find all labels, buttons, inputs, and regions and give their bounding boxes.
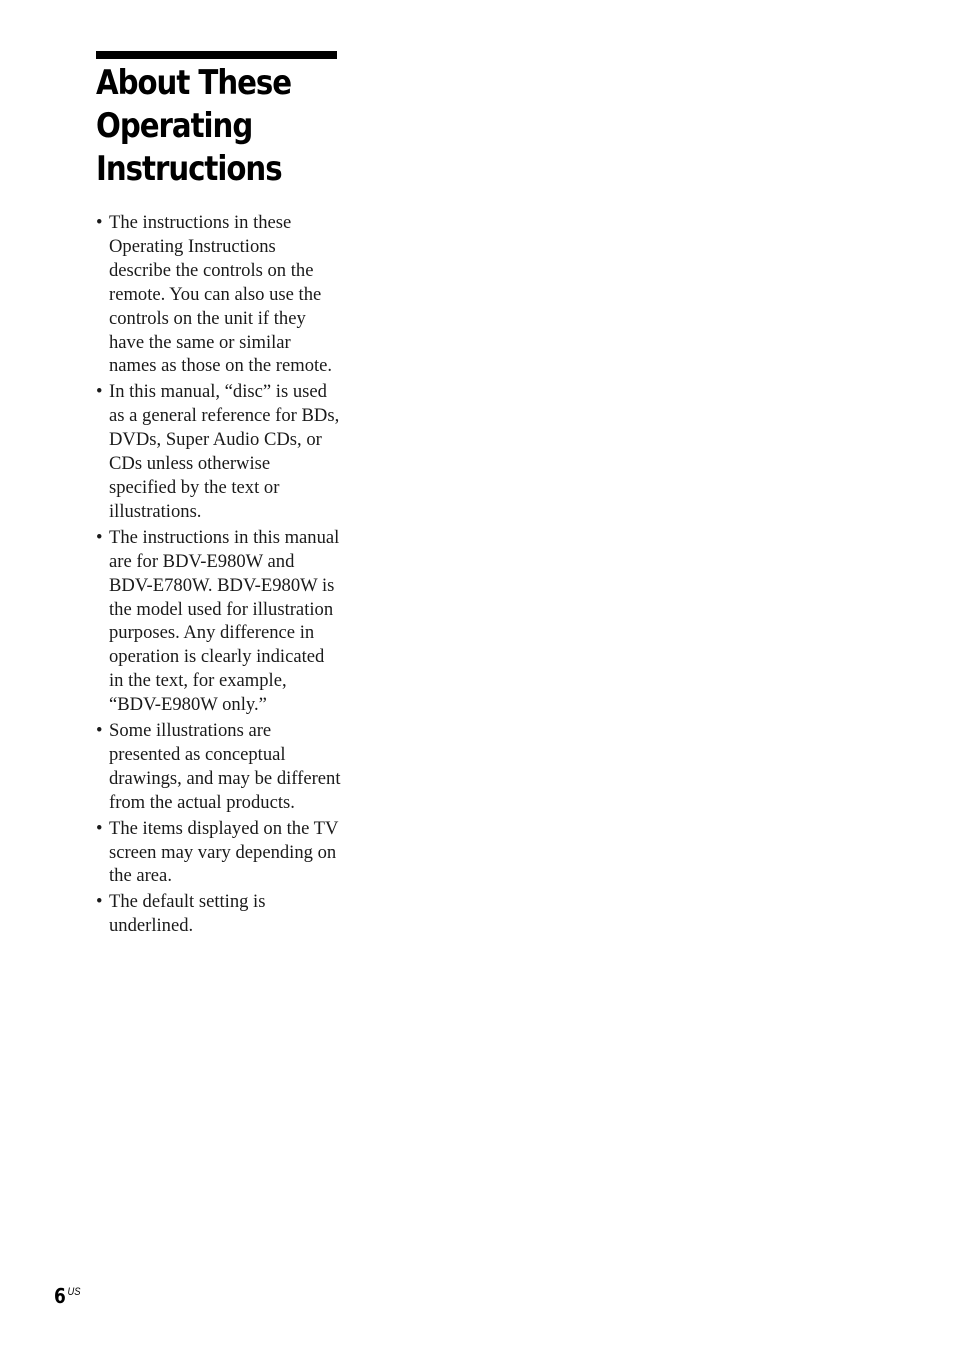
page-number: 6 xyxy=(54,1284,66,1308)
list-item-text: In this manual, “disc” is used as a general reference for BDs, DVDs, Super Audio CDs, or CDs unless otherwise specified by the text or illustrations. xyxy=(109,381,340,522)
list-item xyxy=(96,526,341,717)
list-item-text: The instructions in this manual are for BDV-E980W and BDV-E780W. BDV-E980W is the model used for illustration purposes. Any difference in operation is clearly indicated in the text, for example, “BDV-E980W only.” xyxy=(109,526,340,716)
bullet-icon: • xyxy=(96,526,103,548)
list-item xyxy=(96,817,341,889)
bullet-icon: • xyxy=(96,381,103,403)
bullet-icon: • xyxy=(96,720,103,742)
bullet-icon: • xyxy=(96,891,103,913)
list-item-text: Some illustrations are presented as conceptual drawings, and may be different from the actual products. xyxy=(109,720,341,813)
list-item xyxy=(96,380,341,523)
bullet-icon: • xyxy=(96,212,103,233)
instruction-list xyxy=(96,211,341,940)
section-title: About These Operating Instructions xyxy=(96,63,292,189)
list-item xyxy=(96,211,341,378)
list-item-text: The instructions in these Operating Instructions describe the controls on the remote. You can also use the controls on the unit if they have the same or similar names as those on the remote. xyxy=(109,212,333,377)
region-code: US xyxy=(67,1286,81,1298)
list-item xyxy=(96,719,341,815)
section-rule xyxy=(96,51,337,59)
list-item xyxy=(96,890,341,938)
page-footer xyxy=(54,1284,81,1308)
list-item-text: The default setting is underlined. xyxy=(109,891,266,937)
bullet-icon: • xyxy=(96,817,103,839)
list-item-text: The items displayed on the TV screen may vary depending on the area. xyxy=(109,817,339,887)
